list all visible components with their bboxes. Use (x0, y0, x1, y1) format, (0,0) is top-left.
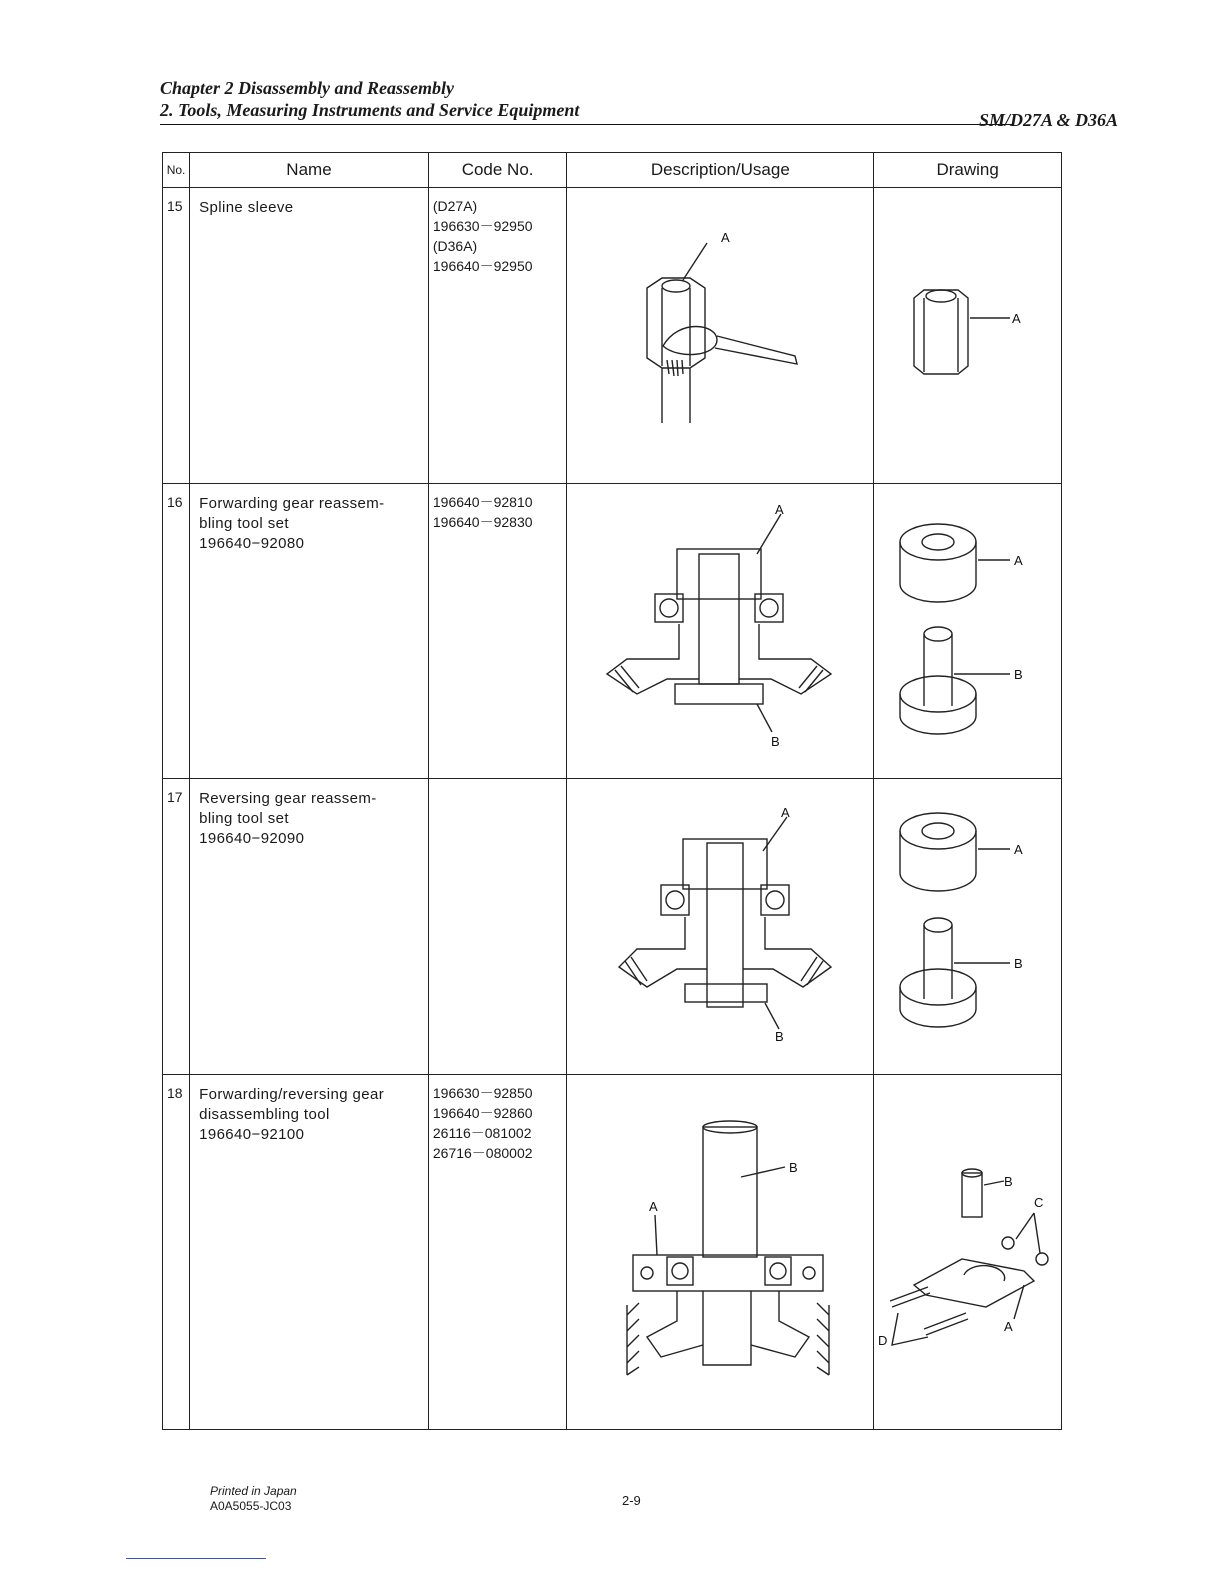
disassembling-tool-usage-illustration (567, 1075, 873, 1425)
code-line: 196630－92850 (432, 1085, 533, 1101)
tools-table (162, 152, 1062, 1430)
print-info (210, 1484, 297, 1514)
usage-illustration-cell (567, 779, 874, 1075)
col-drawing-header: Drawing (874, 153, 1062, 188)
table-row (163, 1075, 1062, 1430)
page-number: 2-9 (622, 1493, 641, 1508)
tool-codes (428, 484, 566, 779)
code-line: 196630－92950 (432, 218, 533, 234)
forwarding-gear-drawing (874, 484, 1061, 778)
drawing-label: A (1012, 311, 1022, 326)
usage-illustration-cell (567, 1075, 874, 1430)
usage-label: B (775, 1029, 784, 1044)
drawing-label: D (878, 1333, 888, 1348)
footer-link-rule (126, 1558, 266, 1559)
drawing-cell (874, 779, 1062, 1075)
drawing-label: B (1004, 1174, 1014, 1189)
drawing-label: A (1014, 553, 1024, 568)
code-line: (D36A) (432, 238, 478, 254)
tool-name (190, 484, 429, 779)
row-number: 16 (163, 484, 190, 779)
usage-label: A (775, 502, 784, 517)
table-row (163, 779, 1062, 1075)
code-line: 196640－92860 (432, 1105, 533, 1121)
spline-sleeve-usage-illustration (567, 188, 873, 483)
code-line: 196640－92950 (432, 258, 533, 274)
code-line: 196640－92810 (432, 494, 533, 510)
code-line: (D27A) (432, 198, 478, 214)
printed-in-label: Printed in Japan (210, 1484, 297, 1498)
usage-label: B (789, 1160, 798, 1175)
table-header-row (163, 153, 1062, 188)
reversing-gear-drawing (874, 779, 1061, 1074)
drawing-label: C (1034, 1195, 1044, 1210)
row-number: 18 (163, 1075, 190, 1430)
usage-label: A (649, 1199, 658, 1214)
tool-name-line: 196640−92080 (199, 535, 305, 552)
tool-name-line: bling tool set (199, 515, 289, 532)
tool-name-line: Spline sleeve (199, 199, 294, 216)
section-title: 2. Tools, Measuring Instruments and Service Equipment (160, 100, 580, 120)
usage-illustration-cell (567, 484, 874, 779)
disassembling-tool-drawing (874, 1075, 1061, 1425)
drawing-cell (874, 1075, 1062, 1430)
tool-name-line: disassembling tool (199, 1106, 330, 1123)
col-name-header: Name (190, 153, 429, 188)
tool-name-line: 196640−92100 (199, 1126, 305, 1143)
forwarding-gear-usage-illustration (567, 484, 873, 778)
col-description-header: Description/Usage (567, 153, 874, 188)
usage-illustration-cell (567, 188, 874, 484)
tool-name-line: Reversing gear reassem- (199, 790, 377, 807)
tool-codes (428, 188, 566, 484)
row-number: 15 (163, 188, 190, 484)
tool-name-line: 196640−92090 (199, 830, 305, 847)
document-code: A0A5055-JC03 (210, 1499, 292, 1513)
tool-codes (428, 779, 566, 1075)
col-code-header: Code No. (428, 153, 566, 188)
usage-label: A (721, 230, 730, 245)
tool-name (190, 188, 429, 484)
tool-name (190, 1075, 429, 1430)
code-line: 26116－081002 (432, 1125, 532, 1141)
drawing-cell (874, 188, 1062, 484)
page-header (160, 76, 1118, 128)
table-row (163, 484, 1062, 779)
reversing-gear-usage-illustration (567, 779, 873, 1074)
tool-codes (428, 1075, 566, 1430)
tool-name-line: Forwarding gear reassem- (199, 495, 385, 512)
drawing-cell (874, 484, 1062, 779)
model-designation: SM/D27A & D36A (978, 110, 1118, 130)
tool-name (190, 779, 429, 1075)
tool-name-line: Forwarding/reversing gear (199, 1086, 385, 1103)
header-rule (160, 124, 1014, 125)
usage-label: A (781, 805, 790, 820)
drawing-label: B (1014, 956, 1024, 971)
chapter-title: Chapter 2 Disassembly and Reassembly (160, 78, 455, 98)
spline-sleeve-drawing (874, 188, 1061, 483)
drawing-label: A (1004, 1319, 1014, 1334)
code-line: 196640－92830 (432, 514, 533, 530)
usage-label: B (771, 734, 780, 749)
col-no-header: No. (163, 153, 190, 188)
tool-name-line: bling tool set (199, 810, 289, 827)
drawing-label: A (1014, 842, 1024, 857)
row-number: 17 (163, 779, 190, 1075)
code-line: 26716－080002 (432, 1145, 533, 1161)
table-row (163, 188, 1062, 484)
drawing-label: B (1014, 667, 1024, 682)
